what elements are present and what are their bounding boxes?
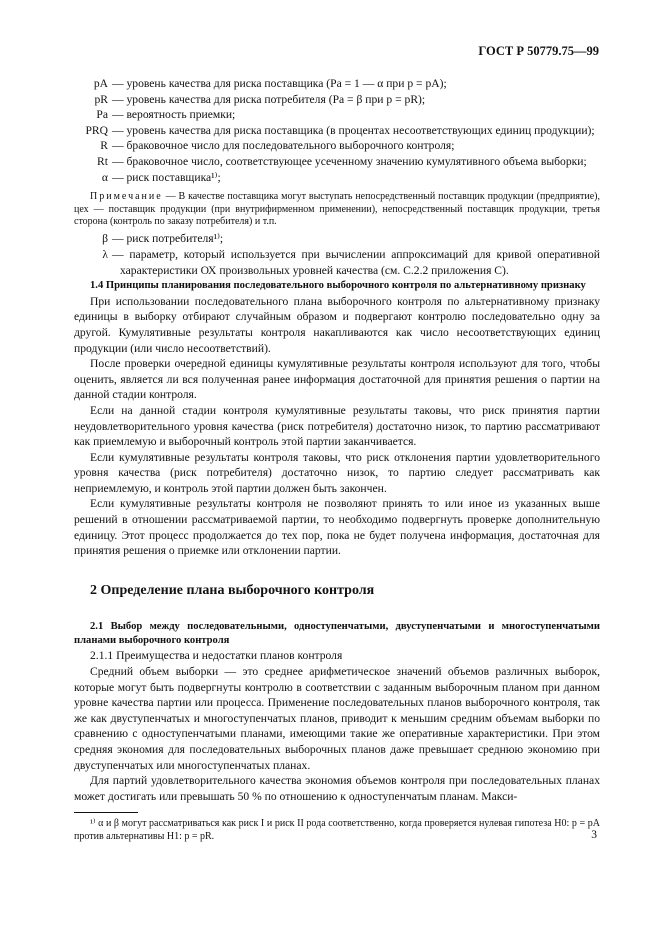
definition-symbol: pA bbox=[93, 77, 108, 90]
footnote-separator bbox=[74, 812, 138, 813]
definition-item bbox=[74, 76, 600, 92]
note-label: Примечание bbox=[90, 191, 163, 203]
symbol-definitions bbox=[74, 76, 600, 185]
section-2-body bbox=[74, 664, 600, 804]
definition-item bbox=[74, 107, 600, 123]
paragraph: Средний объем выборки — это среднее арифметическое значений объемов различных выборок, которые могут быть подвергнуты контролю в соответствии с заданным выборочным планом при данном уровне качества партии или процесса. Применение последовательных планов выборочного контроля, так же как двуступенчатых и многоступенчатых планов, приводит к меньшим средним объемам выборки по сравнению с одноступенчатыми планами, имеющими такие же оперативные характеристики. При этом средняя экономия для последовательных выборочных планов даже превышает среднюю экономию при двуступенчатых или многоступенчатых планах. bbox=[74, 665, 600, 772]
paragraph: Для партий удовлетворительного качества экономия объемов контроля при последовательных планах может достигать или превышать 50 % по отношению к одноступенчатым планам. Макси- bbox=[74, 774, 600, 803]
definition-text: — риск поставщика¹⁾; bbox=[112, 170, 221, 184]
definition-text: — браковочное число, соответствующее усеченному значению кумулятивного объема выборки; bbox=[112, 154, 587, 168]
section-1-4-body bbox=[74, 294, 600, 559]
paragraph: Если на данной стадии контроля кумулятивные результаты таковы, что риск принятия партии неудовлетворительного уровня качества (риск потребителя) достаточно низок, то партию рассматривают как приемлемую и выборочный контроль этой партии заканчивается. bbox=[74, 403, 600, 449]
page-number: 3 bbox=[591, 829, 597, 841]
definition-item bbox=[74, 154, 600, 170]
definition-item bbox=[74, 123, 600, 139]
definition-text: — уровень качества для риска поставщика (Pa = 1 — α при p = pA); bbox=[112, 77, 447, 90]
definition-text: — уровень качества для риска поставщика (в процентах несоответствующих единиц продукции); bbox=[112, 123, 595, 137]
definition-symbol: R bbox=[100, 139, 108, 153]
definition-symbol: β bbox=[102, 232, 108, 246]
section-2-1-title: 2.1 Выбор между последовательными, одноступенчатыми, двуступенчатыми и многоступенчатыми планами выборочного контроля bbox=[74, 621, 600, 647]
definition-item bbox=[74, 247, 600, 278]
note-text: — В качестве поставщика могут выступать непосредственный поставщик продукции (предприятие), цех — поставщик продукции (при внутрифирменном применении), непосредственный поставщик продукции, третья сторона (контроль по заказу потребителя) и т.п. bbox=[74, 191, 600, 227]
definition-text: — браковочное число для последовательного выборочного контроля; bbox=[112, 139, 455, 153]
definition-symbol: Pa bbox=[96, 108, 108, 122]
paragraph: После проверки очередной единицы кумулятивные результаты контроля используют для того, чтобы оценить, является ли вся полученная ранее информация достаточной для принятия решения о партии на данной стадии контроля. bbox=[74, 357, 600, 402]
definition-symbol: pR bbox=[94, 92, 108, 106]
section-2-title: 2 Определение плана выборочного контроля bbox=[90, 582, 375, 598]
definition-item bbox=[74, 138, 600, 154]
definition-item bbox=[74, 170, 600, 186]
section-2-1-1-title: 2.1.1 Преимущества и недостатки планов контроля bbox=[90, 649, 343, 663]
definition-symbol: α bbox=[101, 170, 108, 184]
definition-item bbox=[74, 92, 600, 108]
definition-text: — вероятность приемки; bbox=[112, 108, 236, 122]
definition-symbol: Rt bbox=[97, 154, 108, 168]
paragraph: Если кумулятивные результаты контроля таковы, что риск отклонения партии удовлетворительного уровня качества (риск потребителя) достаточно низок, то партию следует рассматривать как неприемлемую, и контроль этой партии должен быть закончен. bbox=[74, 450, 600, 495]
section-1-4-title: 1.4 Принципы планирования последовательного выборочного контроля по альтернативному признаку bbox=[90, 280, 586, 292]
definition-symbol: PRQ bbox=[85, 123, 108, 137]
definition-text: — параметр, который используется при вычислении аппроксимаций для кривой оперативной характеристики ОХ произвольных уровней качества (см. С.2.2 приложения С). bbox=[112, 247, 600, 277]
definition-item bbox=[74, 231, 600, 247]
footnote: ¹⁾ α и β могут рассматриваться как риск I и риск II рода соответственно, когда проверяется нулевая гипотеза H0: p = pA против альтернативы H1: p = pR. bbox=[74, 818, 600, 843]
definition-text: — уровень качества для риска потребителя (Pa = β при p = pR); bbox=[112, 92, 426, 106]
page-content bbox=[74, 76, 600, 843]
definition-text: — риск потребителя¹⁾; bbox=[112, 232, 224, 246]
symbol-definitions-2 bbox=[74, 231, 600, 278]
document-id: ГОСТ Р 50779.75—99 bbox=[478, 44, 599, 58]
paragraph: При использовании последовательного плана выборочного контроля по альтернативному признаку единицы в выборку отбирают случайным образом и подвергают контролю последовательно одну за другой. Кумулятивные результаты контроля накапливаются как число несоответствующих единиц продукции (или число несоответствий). bbox=[74, 294, 600, 355]
definition-symbol: λ bbox=[102, 247, 108, 261]
note bbox=[74, 191, 600, 228]
paragraph: Если кумулятивные результаты контроля не позволяют принять то или иное из указанных выше решений в отношении рассматриваемой партии, то необходимо подвергнуть проверке дополнительную единицу. Этот процесс продолжается до тех пор, пока не будет получена информация, достаточная для принятия решения о приемке или отклонении партии. bbox=[74, 497, 600, 558]
